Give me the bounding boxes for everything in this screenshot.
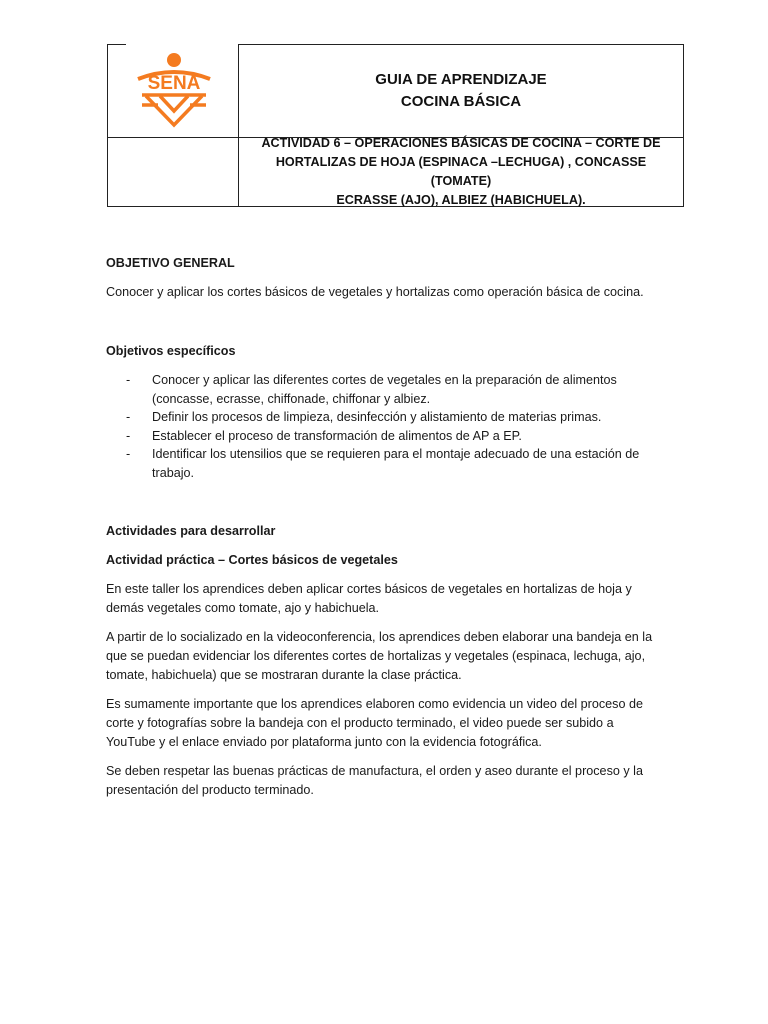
paragraph-line: presentación del producto terminado.: [106, 783, 314, 797]
paragraph-1: [106, 580, 632, 618]
header-table: [107, 44, 684, 207]
activity-title-line: ACTIVIDAD 6 – OPERACIONES BÁSICAS DE COCINA – CORTE DE: [261, 136, 661, 150]
bullet-dash: -: [126, 410, 131, 424]
actividades-heading: Actividades para desarrollar: [106, 524, 276, 538]
paragraph-line: Es sumamente importante que los aprendices elaboren como evidencia un video del proceso de: [106, 697, 643, 711]
bullet-dash: -: [126, 373, 131, 387]
paragraph-line: A partir de lo socializado en la videoconferencia, los aprendices deben elaborar una bandeja en la: [106, 630, 653, 644]
activity-title-line: ECRASSE (AJO), ALBIEZ (HABICHUELA).: [336, 193, 586, 207]
list-item-text: Establecer el proceso de transformación de alimentos de AP a EP.: [152, 428, 522, 443]
actividad-practica-heading: Actividad práctica – Cortes básicos de vegetales: [106, 553, 398, 567]
paragraph-2: [106, 628, 652, 685]
list-item-text: Conocer y aplicar las diferentes cortes de vegetales en la preparación de alimentos: [152, 373, 617, 387]
objetivo-general-heading: OBJETIVO GENERAL: [106, 256, 235, 270]
list-item: [126, 371, 656, 408]
bullet-dash: -: [126, 428, 131, 443]
paragraph-line: En este taller los aprendices deben aplicar cortes básicos de vegetales en hortalizas de hoja y: [106, 582, 632, 596]
paragraph-line: que se puedan evidenciar los diferentes cortes de hortalizas y vegetales (espinaca, lechuga, ajo,: [106, 649, 646, 663]
paragraph-4: [106, 762, 643, 800]
guide-title: GUIA DE APRENDIZAJE: [375, 71, 547, 88]
objetivos-list: [126, 371, 656, 482]
list-item: [126, 427, 656, 446]
logo-head: [167, 53, 181, 67]
header-border-gap: [126, 43, 238, 47]
paragraph-line: corte y fotografías sobre la bandeja con el producto terminado, el video puede ser subido a: [106, 716, 614, 730]
title-cell: [239, 45, 683, 137]
logo-text: SENA: [147, 73, 201, 94]
list-item: [126, 445, 656, 482]
sena-logo: [132, 49, 216, 129]
list-item-text: trabajo.: [152, 465, 195, 480]
list-item-text: (concasse, ecrasse, chiffonade, chiffonar y albiez.: [152, 391, 431, 406]
bullet-dash: -: [126, 447, 131, 461]
activity-title-line: HORTALIZAS DE HOJA (ESPINACA –LECHUGA) , CONCASSE (TOMATE): [275, 155, 647, 188]
logo-inner-v: [160, 96, 188, 111]
list-item-text: Definir los procesos de limpieza, desinfección y alistamiento de materias primas.: [152, 410, 602, 424]
objetivo-general-text: Conocer y aplicar los cortes básicos de vegetales y hortalizas como operación básica de cocina.: [106, 285, 644, 299]
paragraph-3: [106, 695, 643, 752]
course-title: COCINA BÁSICA: [400, 93, 522, 110]
paragraph-line: Se deben respetar las buenas prácticas de manufactura, el orden y aseo durante el proceso y la: [106, 764, 643, 778]
objetivos-especificos-heading: Objetivos específicos: [106, 344, 236, 358]
paragraph-line: YouTube y el enlace enviado por plataforma junto con la evidencia fotográfica.: [106, 735, 542, 749]
paragraph-line: tomate, habichuela) que se mostraran durante la clase práctica.: [106, 668, 462, 682]
list-item: [126, 408, 656, 427]
paragraph-line: demás vegetales como tomate, ajo y habichuela.: [106, 601, 380, 615]
activity-cell: [239, 138, 683, 206]
list-item-text: Identificar los utensilios que se requieren para el montaje adecuado de una estación de: [152, 447, 640, 461]
